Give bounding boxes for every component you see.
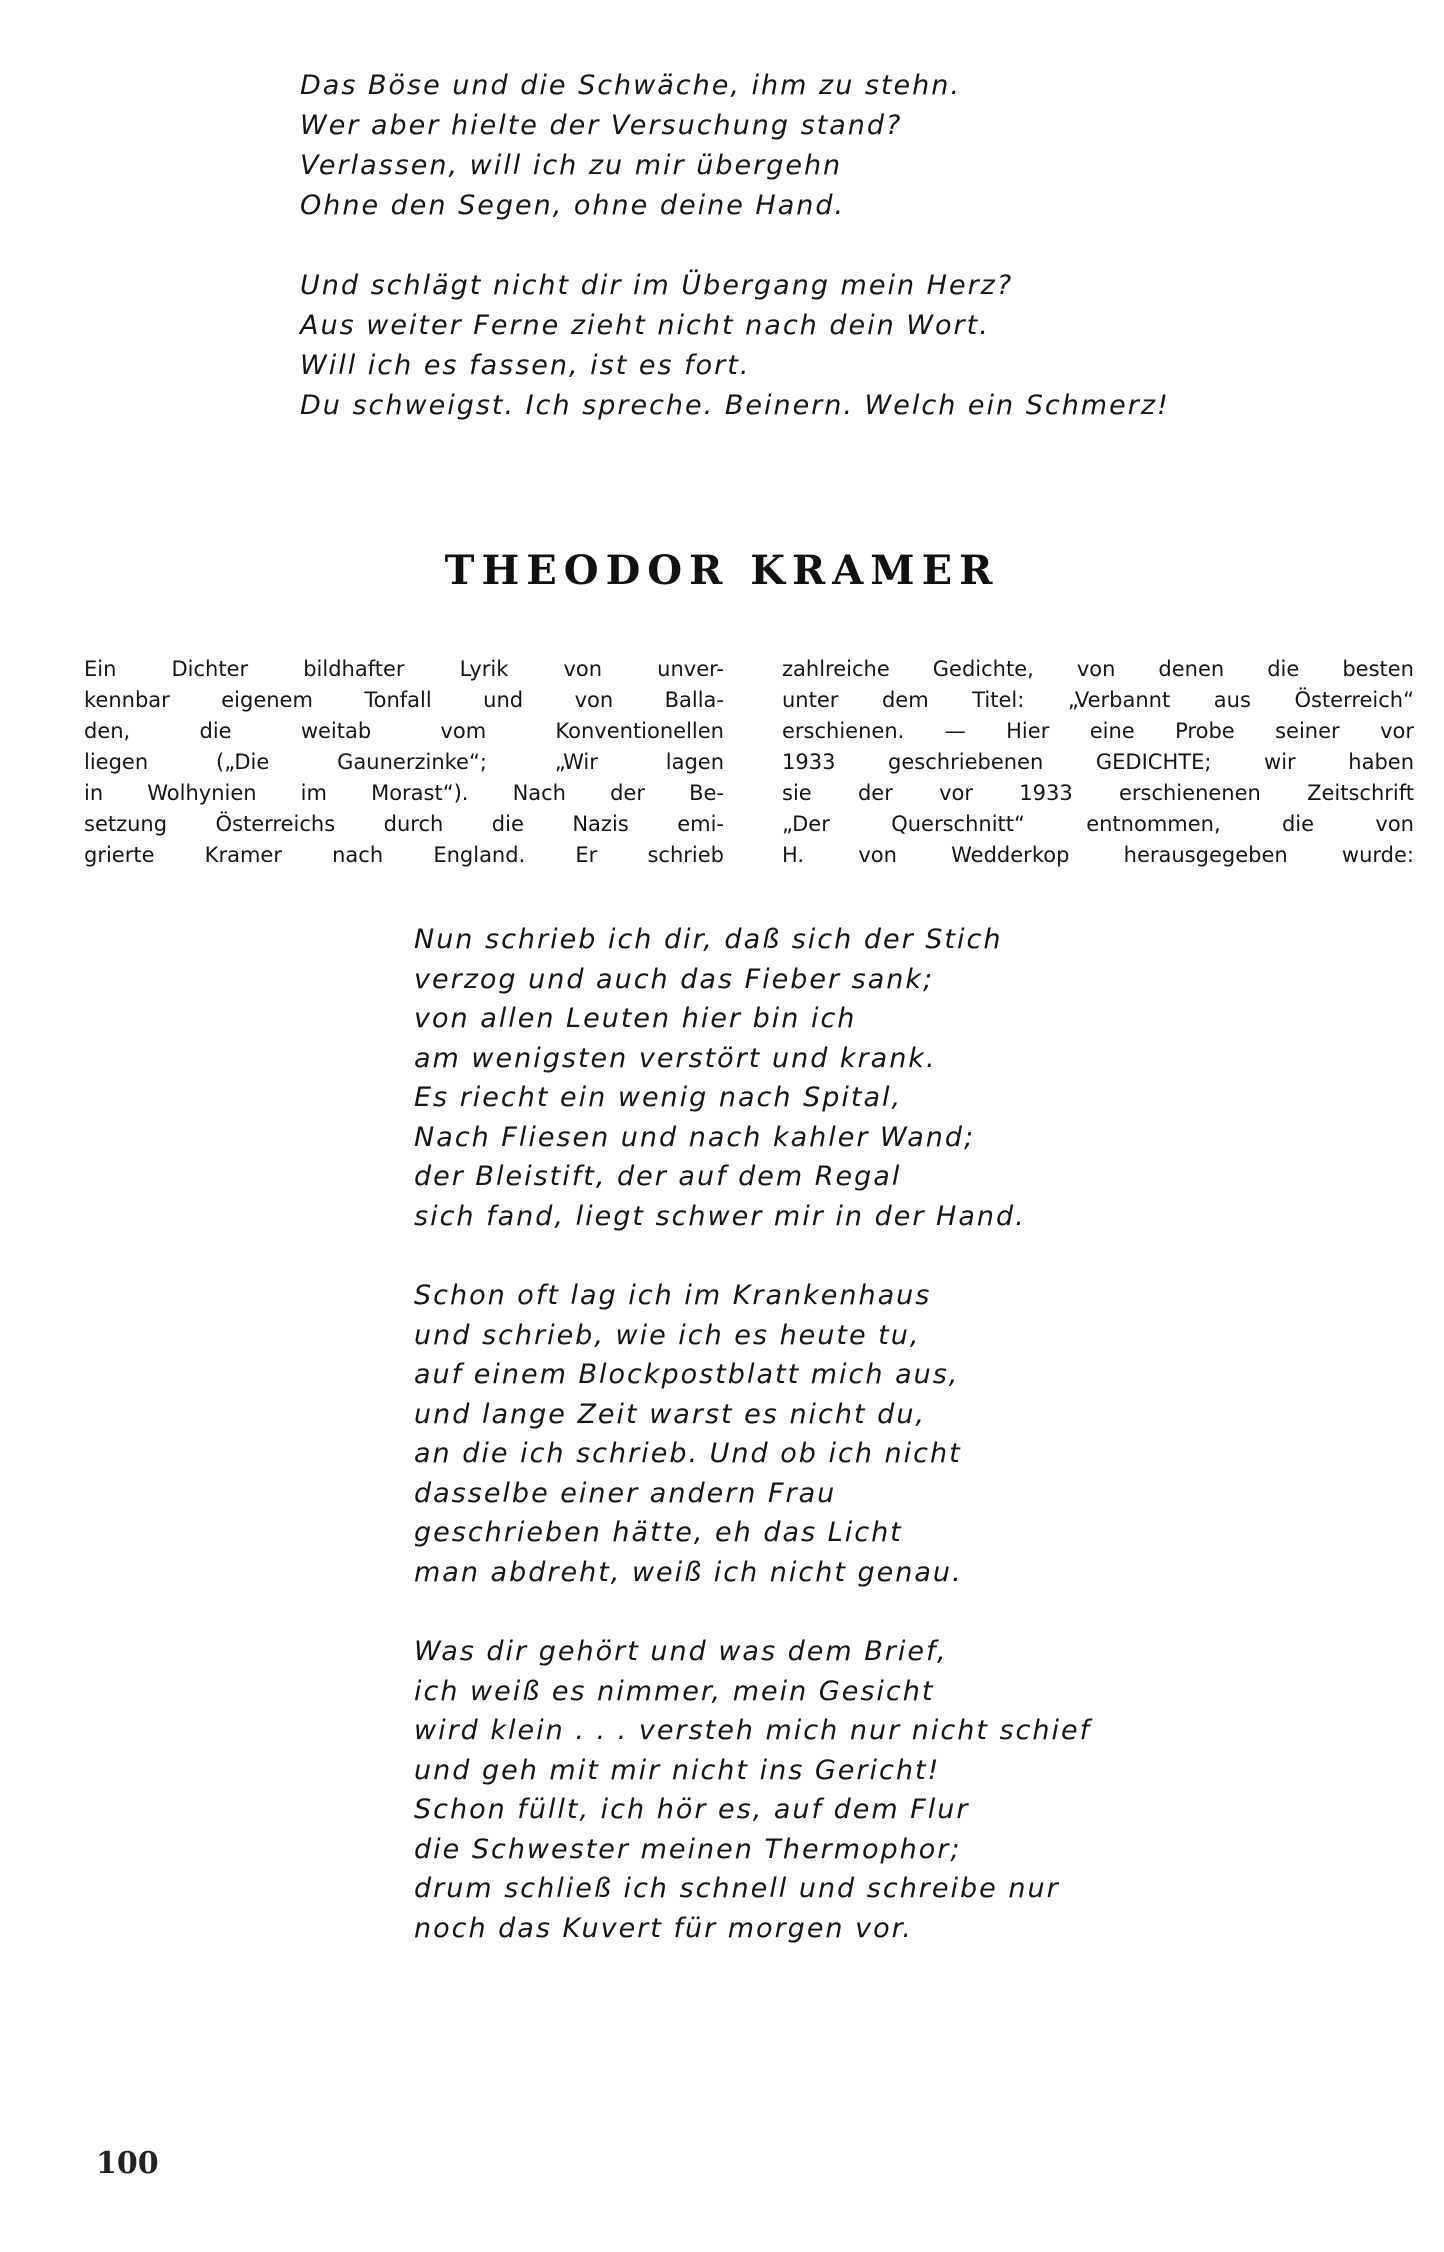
poem-line: Und schlägt nicht dir im Übergang mein Herz? xyxy=(300,270,1014,301)
poem-line: Du schweigst. Ich spreche. Beinern. Welch ein Schmerz! xyxy=(300,390,1170,421)
bio-line: Ein Dichter bildhafter Lyrik von unver- xyxy=(84,657,724,681)
poem-line: Schon oft lag ich im Krankenhaus xyxy=(414,1280,932,1311)
poem-line: ich weiß es nimmer, mein Gesicht xyxy=(414,1675,935,1707)
main-poem-stanza-2 xyxy=(414,1276,963,1592)
poem-line: geschrieben hätte, eh das Licht xyxy=(414,1517,903,1548)
main-poem-stanza-1 xyxy=(414,920,1026,1236)
poem-line: wird klein . . . versteh mich nur nicht schief xyxy=(414,1715,1092,1746)
bio-line: setzung Österreichs durch die Nazis emi- xyxy=(84,812,724,836)
bio-line: kennbar eigenem Tonfall und von Balla- xyxy=(84,688,724,712)
poem-line: Nun schrieb ich dir, daß sich der Stich xyxy=(414,924,1003,955)
bio-line: den, die weitab vom Konventionellen xyxy=(84,719,724,743)
top-poem-stanza-1 xyxy=(300,66,961,226)
poem-line: Was dir gehört und was dem Brief, xyxy=(414,1636,948,1667)
poem-line: und schrieb, wie ich es heute tu, xyxy=(414,1319,921,1351)
bio-line: grierte Kramer nach England. Er schrieb xyxy=(84,843,724,867)
poem-line: von allen Leuten hier bin ich xyxy=(414,1003,857,1034)
bio-line: 1933 geschriebenen GEDICHTE; wir haben xyxy=(782,750,1414,774)
poem-line: auf einem Blockpostblatt mich aus, xyxy=(414,1359,960,1390)
poem-line: am wenigsten verstört und krank. xyxy=(414,1042,937,1074)
bio-line: liegen („Die Gaunerzinke“; „Wir lagen xyxy=(84,750,724,774)
poem-line: noch das Kuvert für morgen vor. xyxy=(414,1912,913,1944)
poem-line: der Bleistift, der auf dem Regal xyxy=(414,1161,902,1192)
bio-line: in Wolhynien im Morast“). Nach der Be- xyxy=(84,781,724,805)
section-title: THEODOR KRAMER xyxy=(444,547,1000,594)
poem-line: und geh mit mir nicht ins Gericht! xyxy=(414,1754,941,1786)
poem-line: Ohne den Segen, ohne deine Hand. xyxy=(300,190,846,221)
poem-line: an die ich schrieb. Und ob ich nicht xyxy=(414,1438,962,1469)
bio-line: sie der vor 1933 erschienenen Zeitschrift xyxy=(782,781,1414,805)
poem-line: Es riecht ein wenig nach Spital, xyxy=(414,1082,903,1113)
poem-line: Nach Fliesen und nach kahler Wand; xyxy=(414,1121,976,1153)
bio-column-right xyxy=(782,654,1414,871)
poem-line: verzog und auch das Fieber sank; xyxy=(414,963,935,995)
poem-line: sich fand, liegt schwer mir in der Hand. xyxy=(414,1200,1026,1232)
poem-line: Will ich es fassen, ist es fort. xyxy=(300,350,751,381)
poem-line: und lange Zeit warst es nicht du, xyxy=(414,1398,927,1430)
bio-line: unter dem Titel: „Verbannt aus Österreich“ xyxy=(782,688,1414,712)
poem-line: dasselbe einer andern Frau xyxy=(414,1477,837,1509)
poem-line: drum schließ ich schnell und schreibe nur xyxy=(414,1873,1060,1904)
poem-line: Das Böse und die Schwäche, ihm zu stehn. xyxy=(300,70,961,101)
poem-line: Aus weiter Ferne zieht nicht nach dein Wort. xyxy=(300,310,990,341)
bio-line: „Der Querschnitt“ entnommen, die von xyxy=(782,812,1414,836)
poem-line: Wer aber hielte der Versuchung stand? xyxy=(300,110,903,141)
page-number: 100 xyxy=(96,2146,159,2181)
poem-line: man abdreht, weiß ich nicht genau. xyxy=(414,1556,963,1588)
main-poem-stanza-3 xyxy=(414,1632,1091,1948)
bio-column-left xyxy=(84,654,724,871)
bio-line: H. von Wedderkop herausgegeben wurde: xyxy=(782,843,1414,867)
poem-line: die Schwester meinen Thermophor; xyxy=(414,1833,962,1865)
top-poem-stanza-2 xyxy=(300,266,1170,426)
poem-line: Schon füllt, ich hör es, auf dem Flur xyxy=(414,1794,970,1825)
bio-line: zahlreiche Gedichte, von denen die besten xyxy=(782,657,1414,681)
bio-line: erschienen. — Hier eine Probe seiner vor xyxy=(782,719,1414,743)
poem-line: Verlassen, will ich zu mir übergehn xyxy=(300,150,843,181)
